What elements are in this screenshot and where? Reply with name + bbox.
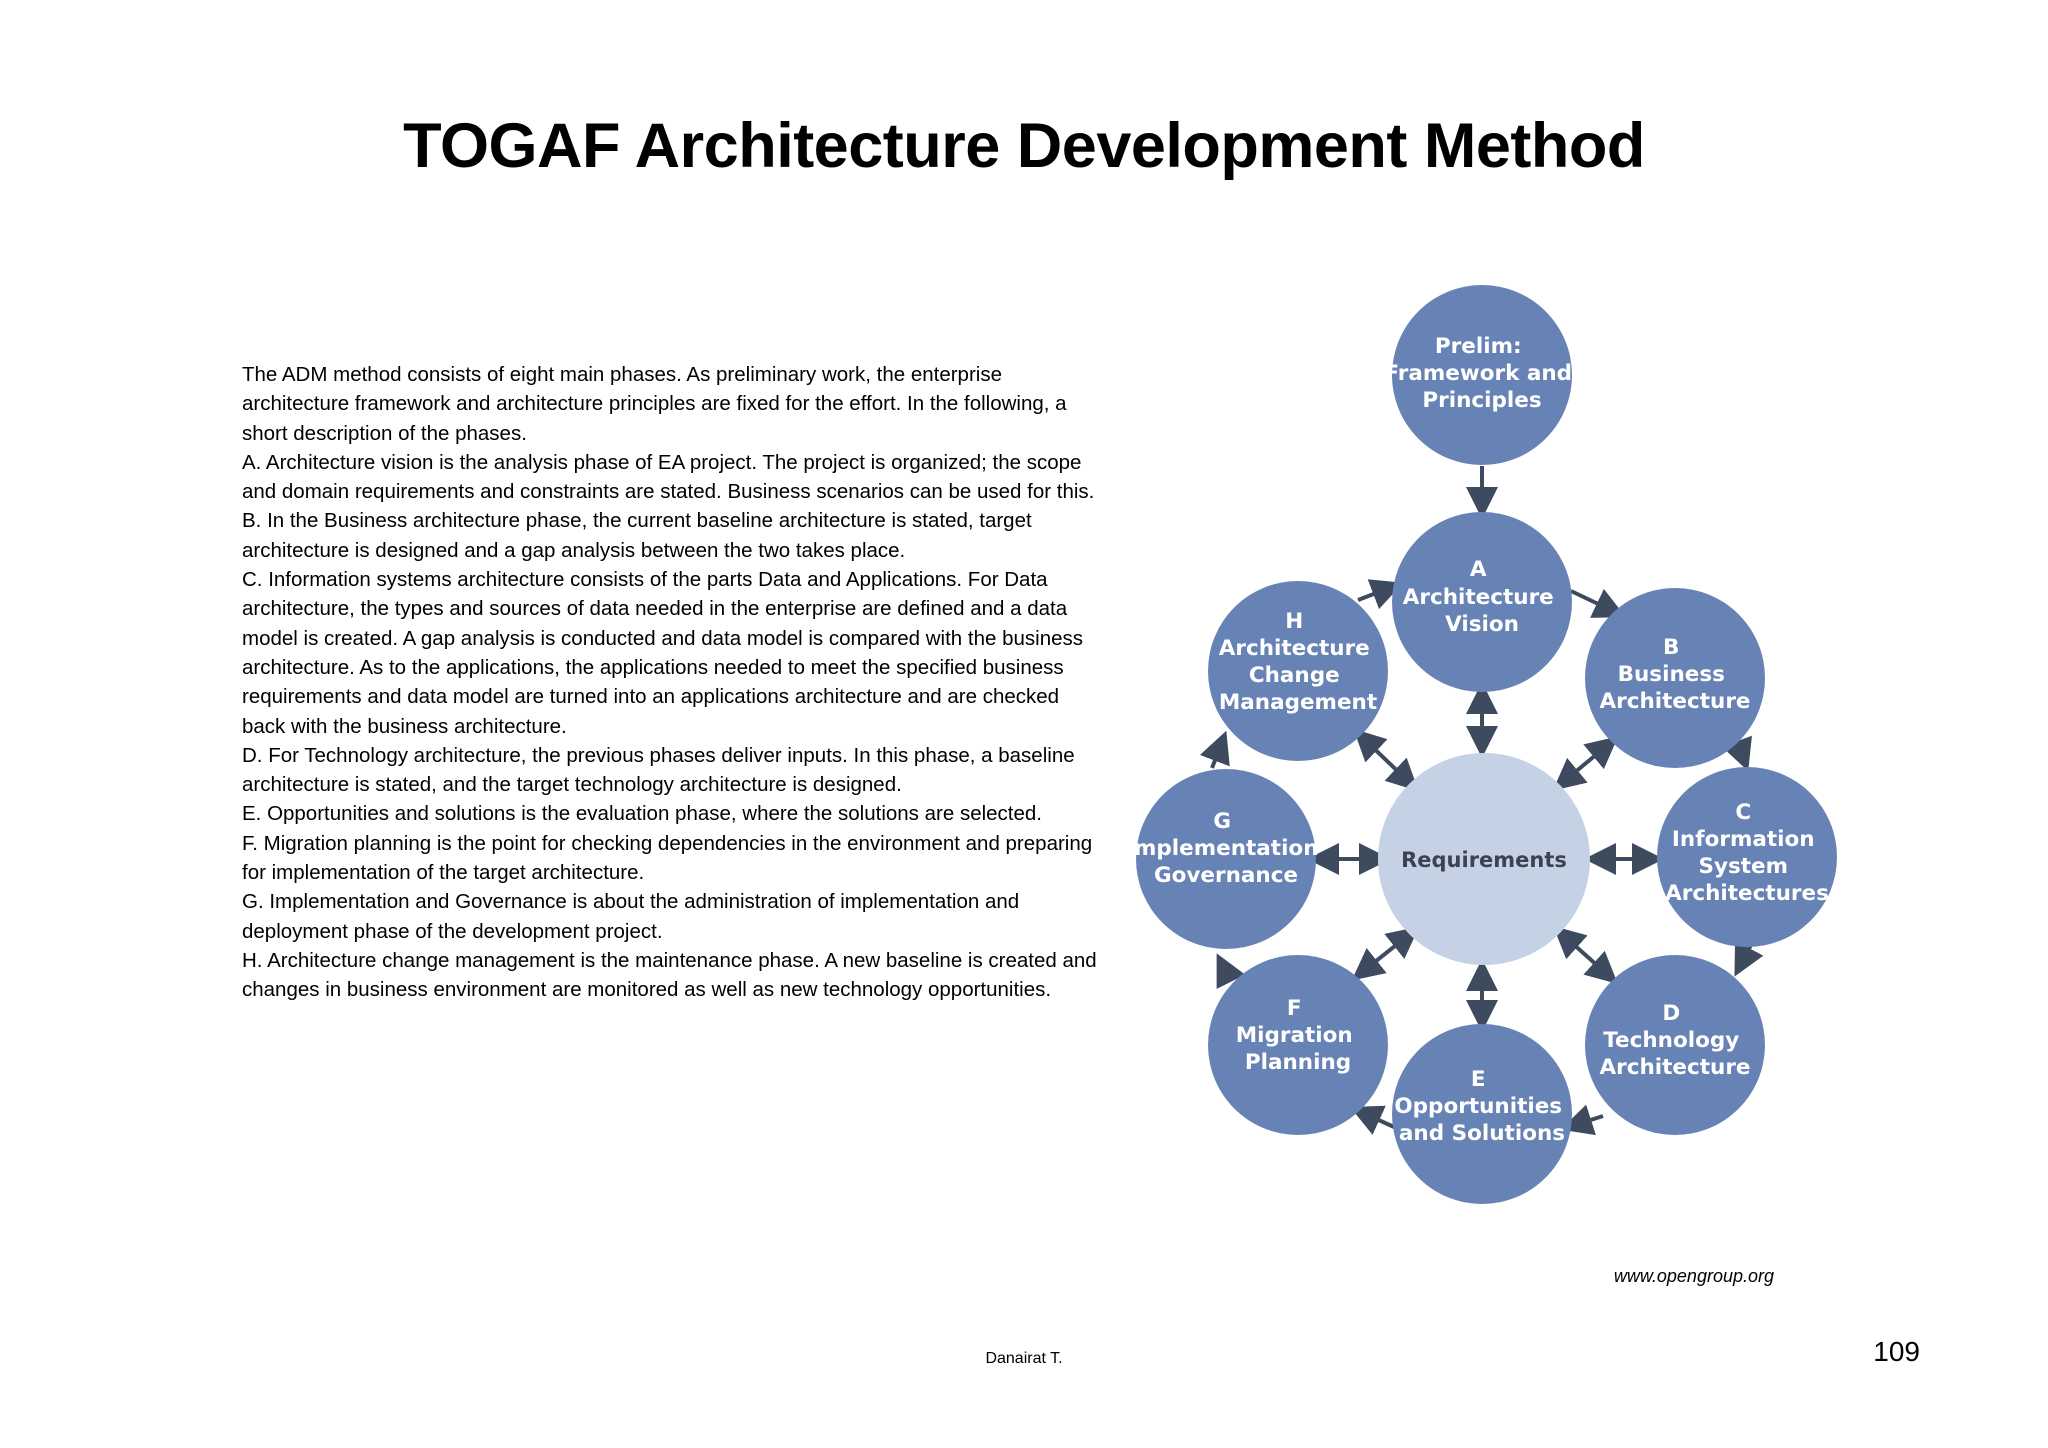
phase-h-line-1: H: [1285, 609, 1304, 634]
prelim-line-3: Principles: [1422, 388, 1542, 413]
phase-h-line-4: Management: [1218, 690, 1378, 715]
phase-c-line-2: Information: [1671, 827, 1815, 852]
node-phase-a: [1392, 512, 1572, 692]
requirements-label: Requirements: [1401, 848, 1567, 872]
paragraph-phase-c: C. Information systems architecture consists of the parts Data and Applications. For Data architecture, the types and sources of data needed in the enterprise are defined and a data model is created. A gap analysis is conducted and data model is compared with the business architecture. As to the applications, the applications needed to meet the specified business requirements and data model are turned into an applications architecture and are checked back with the business architecture.: [242, 568, 1083, 738]
phase-e-line-2: Opportunities: [1394, 1094, 1563, 1119]
node-phase-b: [1585, 588, 1765, 768]
prelim-line-2: Framework and: [1384, 361, 1573, 386]
phase-h-line-3: Change: [1248, 663, 1340, 688]
node-phase-f: [1208, 955, 1388, 1135]
paragraph-intro: The ADM method consists of eight main phases. As preliminary work, the enterprise architecture framework and architecture principles are fixed for the effort. In the following, a short description of the phases.: [242, 363, 1067, 445]
page-number: 109: [1873, 1336, 1920, 1367]
slide-title: TOGAF Architecture Development Method: [403, 111, 1645, 181]
source-credit: www.opengroup.org: [1613, 1266, 1774, 1286]
node-phase-h: [1208, 581, 1388, 761]
phase-a-line-3: Vision: [1445, 612, 1519, 637]
author-footer: Danairat T.: [985, 1350, 1063, 1367]
paragraph-phase-e: E. Opportunities and solutions is the evaluation phase, where the solutions are selected.: [242, 802, 1042, 826]
arrow-e-to-f: [1361, 1112, 1394, 1127]
paragraph-phase-g: G. Implementation and Governance is about the administration of implementation and deployment phase of the development project.: [242, 890, 1020, 943]
node-prelim: [1384, 285, 1579, 465]
arrow-d-to-e: [1572, 1116, 1603, 1126]
phase-c-line-4: Architectures: [1665, 881, 1829, 906]
node-phase-d: [1585, 955, 1765, 1135]
phase-e-line-1: E: [1470, 1067, 1486, 1092]
phase-c-line-3: System: [1698, 854, 1789, 879]
node-phase-e: [1392, 1024, 1572, 1204]
phase-d-line-2: Technology: [1603, 1028, 1740, 1053]
paragraph-phase-h: H. Architecture change management is the maintenance phase. A new baseline is created and changes in business environment are monitored as well as new technology opportunities.: [242, 948, 1097, 1002]
prelim-line-1: Prelim:: [1434, 334, 1522, 359]
phase-d-line-1: D: [1662, 1001, 1681, 1026]
arrow-req-b: [1562, 744, 1609, 783]
arrow-b-to-c: [1738, 744, 1744, 760]
phase-h-line-2: Architecture: [1218, 636, 1370, 661]
adm-cycle-diagram: [1120, 270, 1880, 1230]
paragraph-phase-b: B. In the Business architecture phase, the current baseline architecture is stated, target architecture is designed and a gap analysis between the two takes place.: [242, 509, 1032, 562]
arrow-req-f: [1361, 934, 1410, 973]
arrow-f-to-g: [1222, 964, 1230, 980]
phase-a-line-1: A: [1469, 557, 1487, 582]
paragraph-phase-d: D. For Technology architecture, the previous phases deliver inputs. In this phase, a baseline architecture is stated, and the target technology architecture is designed.: [242, 743, 1075, 797]
phase-b-line-3: Architecture: [1599, 689, 1751, 714]
phase-g-line-3: Governance: [1153, 863, 1299, 888]
arrow-h-to-a: [1358, 587, 1392, 600]
phase-d-line-3: Architecture: [1599, 1055, 1751, 1080]
description-text: [242, 360, 1102, 1005]
arrow-req-h: [1362, 737, 1410, 783]
arrow-g-to-h: [1212, 742, 1222, 768]
paragraph-phase-f: F. Migration planning is the point for checking dependencies in the environment and preparing for implementation of the target architecture.: [242, 831, 1093, 885]
phase-e-line-3: and Solutions: [1398, 1121, 1566, 1146]
phase-f-line-2: Migration: [1235, 1023, 1353, 1048]
phase-g-line-1: G: [1213, 809, 1232, 834]
arrow-a-to-b: [1571, 591, 1615, 612]
phase-f-line-1: F: [1286, 996, 1302, 1021]
paragraph-phase-a: A. Architecture vision is the analysis phase of EA project. The project is organized; the scope and domain requirements and constraints are stated. Business scenarios can be used for this.: [242, 450, 1095, 504]
phase-b-line-2: Business: [1617, 662, 1725, 687]
arrow-req-d: [1562, 934, 1609, 976]
node-phase-c: [1657, 767, 1837, 947]
node-requirements: [1378, 753, 1590, 965]
phase-b-line-1: B: [1663, 635, 1680, 660]
phase-g-line-2: Implementation: [1125, 836, 1319, 861]
phase-f-line-3: Planning: [1244, 1050, 1352, 1075]
node-phase-g: [1126, 769, 1326, 949]
phase-c-line-1: C: [1735, 800, 1752, 825]
phase-a-line-2: Architecture: [1402, 585, 1554, 610]
adm-diagram-svg: [1120, 270, 1880, 1230]
